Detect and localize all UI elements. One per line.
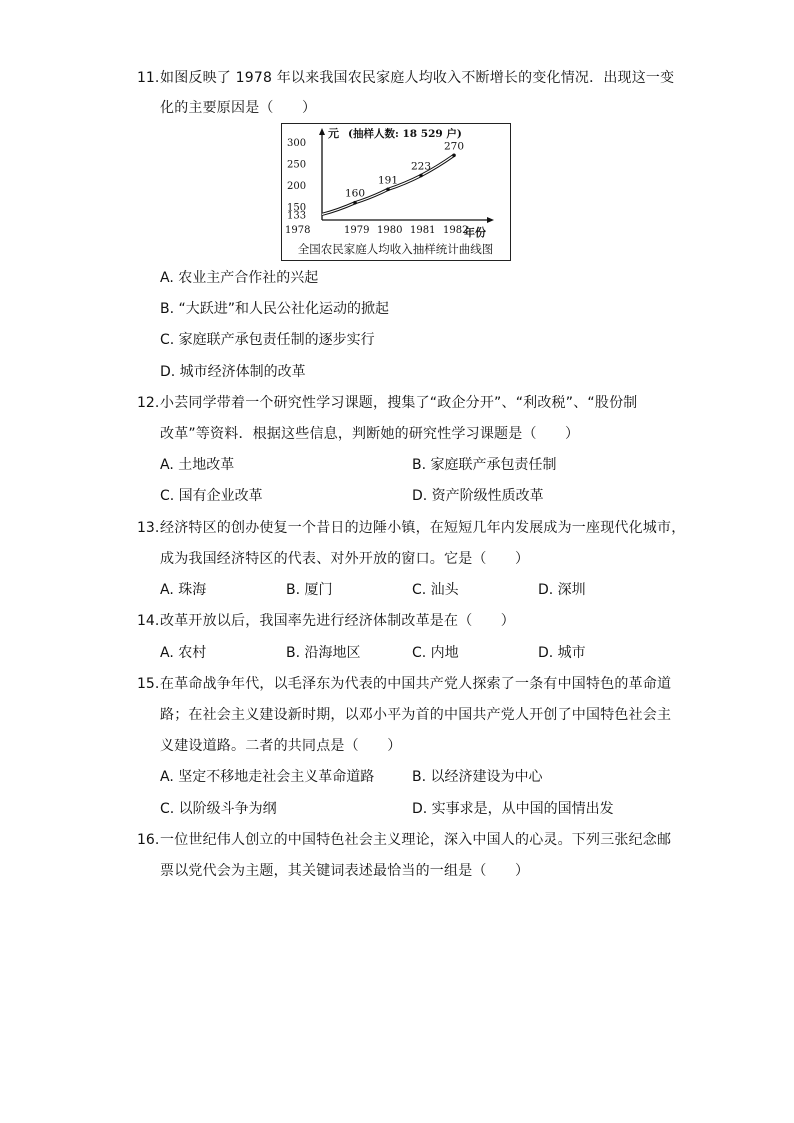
- y-tick-label: 250: [287, 159, 307, 171]
- data-label: 133: [287, 210, 307, 222]
- question-number: 15.: [137, 676, 160, 692]
- x-tick-label: 1978: [285, 225, 311, 236]
- option-c: C. 国有企业改革: [160, 488, 263, 504]
- income-line-chart: [281, 123, 511, 261]
- option-c: C. 汕头: [412, 582, 459, 598]
- y-tick-label: 150: [287, 202, 307, 214]
- data-point: [419, 174, 423, 178]
- question-stem-line: 成为我国经济特区的代表、对外开放的窗口。它是（ ）: [160, 551, 530, 567]
- data-point: [353, 201, 357, 205]
- y-axis-arrow: [319, 128, 325, 135]
- chart-canvas: [282, 124, 509, 259]
- option-c: C. 以阶级斗争为纲: [160, 801, 277, 817]
- question-stem-line: 一位世纪伟人创立的中国特色社会主义理论，深入中国人的心灵。下列三张纪念邮: [160, 832, 672, 848]
- y-axis-label: 元: [328, 127, 339, 140]
- question-stem-line: 如图反映了 1978 年以来我国农民家庭人均收入不断增长的变化情况．出现这一变: [160, 70, 675, 86]
- option-d: D. 资产阶级性质改革: [412, 488, 544, 504]
- chart-note: (抽样人数: 18 529 户): [348, 128, 462, 140]
- option-b: B. 厦门: [286, 582, 333, 598]
- option-d: D. 深圳: [538, 582, 586, 598]
- x-axis-label: 年份: [464, 226, 486, 239]
- data-point: [452, 153, 456, 157]
- question-number: 11.: [137, 70, 160, 86]
- x-tick-label: 1979: [344, 225, 370, 236]
- option-a: A. 珠海: [160, 582, 207, 598]
- data-label: 223: [411, 160, 432, 173]
- option-a: A. 坚定不移地走社会主义革命道路: [160, 769, 375, 785]
- question-stem-line: 路；在社会主义建设新时期，以邓小平为首的中国共产党人开创了中国特色社会主: [160, 707, 672, 723]
- x-tick-label: 1981: [410, 225, 436, 236]
- option-d: D. 城市经济体制的改革: [160, 364, 306, 380]
- question-stem-line: 改革开放以后，我国率先进行经济体制改革是在（ ）: [160, 613, 515, 629]
- question-stem-line: 经济特区的创办使复一个昔日的边陲小镇，在短短几年内发展成为一座现代化城市，: [160, 520, 686, 536]
- y-tick-label: 200: [287, 180, 307, 192]
- data-point: [386, 188, 390, 192]
- question-number: 12.: [137, 395, 160, 411]
- option-b: B. “大跃进”和人民公社化运动的掀起: [160, 301, 390, 317]
- question-number: 13.: [137, 520, 160, 536]
- option-a: A. 农村: [160, 645, 207, 661]
- question-stem-line: 在革命战争年代，以毛泽东为代表的中国共产党人探索了一条有中国特色的革命道: [160, 676, 672, 692]
- option-d: D. 城市: [538, 645, 586, 661]
- option-b: B. 以经济建设为中心: [412, 769, 543, 785]
- question-stem-line: 化的主要原因是（ ）: [160, 100, 317, 116]
- option-c: C. 家庭联产承包责任制的逐步实行: [160, 332, 375, 348]
- x-axis-arrow: [487, 217, 494, 223]
- data-label: 160: [345, 187, 366, 200]
- option-c: C. 内地: [412, 645, 459, 661]
- option-a: A. 土地改革: [160, 457, 235, 473]
- question-stem-line: 义建设道路。二者的共同点是（ ）: [160, 738, 402, 754]
- y-tick-label: 300: [287, 137, 307, 149]
- question-stem-line: 改革”等资料．根据这些信息，判断她的研究性学习课题是（ ）: [160, 426, 580, 442]
- data-label: 270: [444, 140, 465, 153]
- option-b: B. 沿海地区: [286, 645, 361, 661]
- chart-title: 全国农民家庭人均收入抽样统计曲线图: [297, 242, 494, 256]
- question-number: 14.: [137, 613, 160, 629]
- x-tick-label: 1980: [377, 225, 403, 236]
- x-tick-label: 1982: [443, 225, 469, 236]
- option-d: D. 实事求是，从中国的国情出发: [412, 801, 614, 817]
- question-stem-line: 票以党代会为主题，其关键词表述最恰当的一组是（ ）: [160, 863, 530, 879]
- question-stem-line: 小芸同学带着一个研究性学习课题，搜集了“政企分开”、“利改税”、“股份制: [160, 395, 638, 411]
- data-label: 191: [378, 174, 399, 187]
- question-number: 16.: [137, 832, 160, 848]
- option-a: A. 农业主产合作社的兴起: [160, 270, 319, 286]
- option-b: B. 家庭联产承包责任制: [412, 457, 557, 473]
